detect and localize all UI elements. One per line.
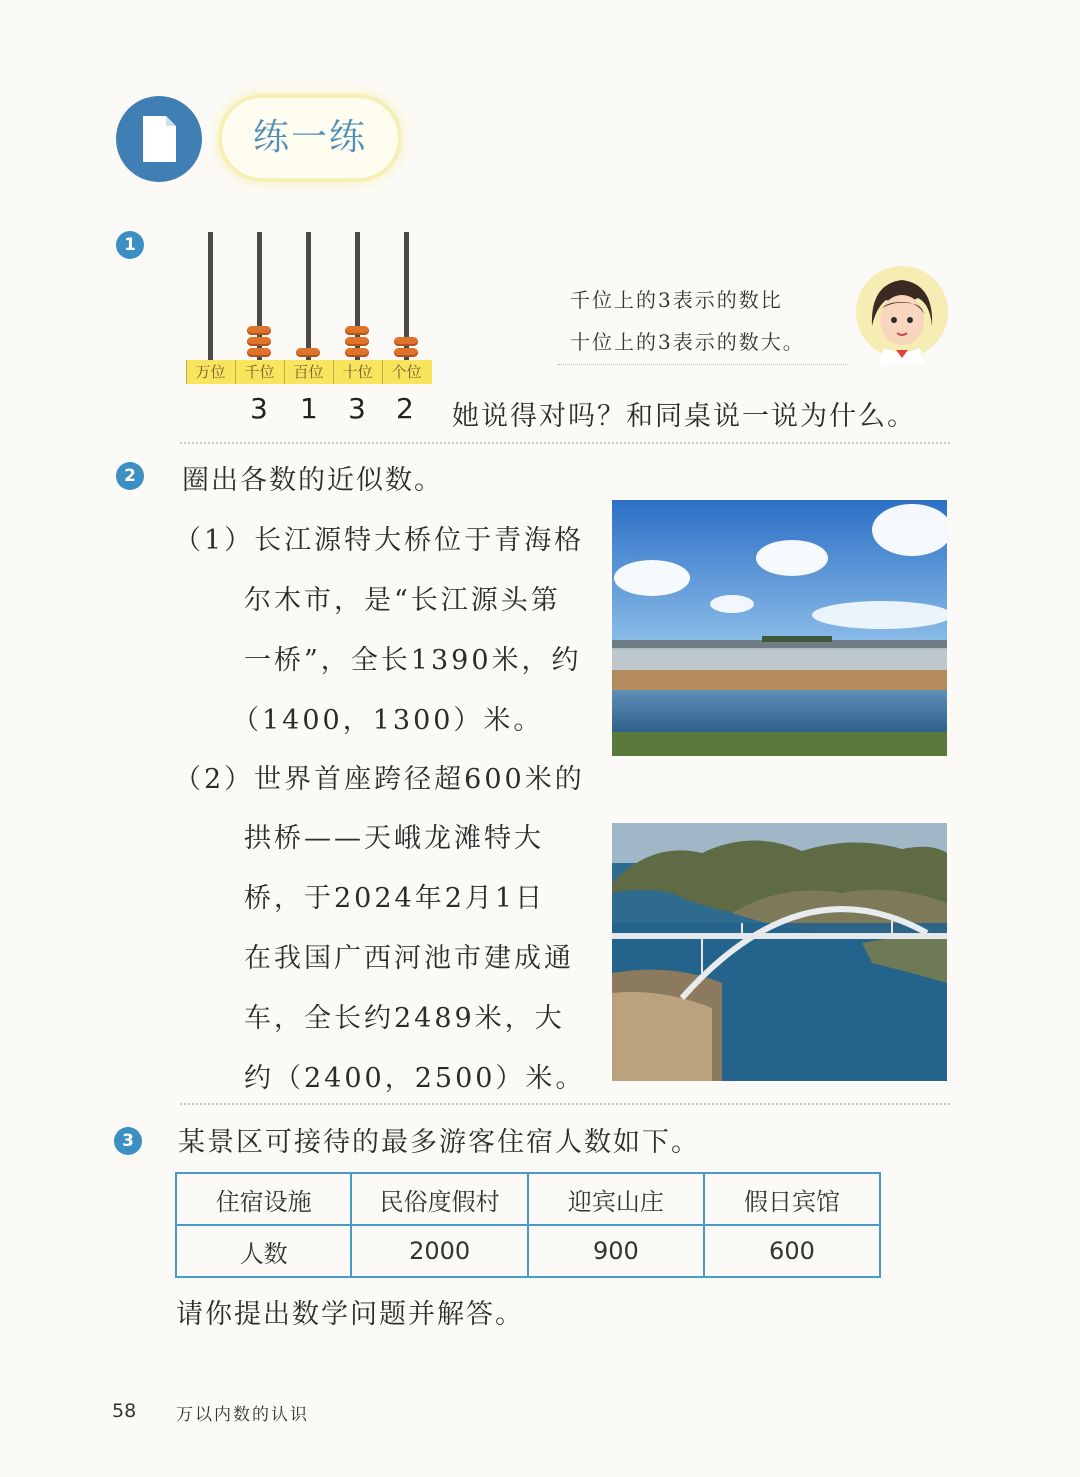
abacus-bead [394,348,418,357]
item-2-line: 在我国广西河池市建成通 [244,943,574,974]
table-cell: 2000 [351,1225,528,1277]
place-label-shi: 十位 [333,360,381,384]
item-1-line: 尔木市，是“长江源头第 [244,585,561,616]
abacus-bead [296,348,320,357]
girl-illustration [852,264,948,364]
table-cell: 人数 [176,1225,351,1277]
abacus-bead [247,326,271,335]
item-2-line: 拱桥——天峨龙滩特大 [244,823,544,854]
question-3-number: 3 [114,1127,142,1155]
table-header-cell: 假日宾馆 [704,1173,880,1225]
table-cell: 900 [528,1225,704,1277]
digit-ones: 2 [396,392,414,425]
abacus-bead [345,337,369,346]
question-1-text: 她说得对吗？和同桌说一说为什么。 [452,401,916,432]
page-number: 58 [112,1400,137,1422]
divider [180,442,950,444]
digit-thousands: 3 [250,392,268,425]
table-header-row [176,1173,880,1225]
speech-underline [558,364,848,365]
table-header-cell: 住宿设施 [176,1173,351,1225]
abacus-rod [208,232,213,360]
abacus-bead [247,337,271,346]
page-title: 练一练 [252,117,367,158]
question-2-number: 2 [116,462,144,490]
table-row [176,1225,880,1277]
table-cell: 600 [704,1225,880,1277]
divider [180,1103,950,1105]
item-2-line: 桥，于2024年2月1日 [244,883,546,914]
bridge-photo-longtan [612,823,947,1081]
question-2-prompt: 圈出各数的近似数。 [182,465,443,496]
digit-hundreds: 1 [300,392,318,425]
question-1-number: 1 [116,231,144,259]
item-1-line: （1400，1300）米。 [232,705,544,736]
digit-tens: 3 [348,392,366,425]
item-2-line: 车，全长约2489米，大 [244,1003,565,1034]
abacus-bead [345,326,369,335]
question-3-prompt: 某景区可接待的最多游客住宿人数如下。 [178,1127,700,1158]
table-header-cell: 迎宾山庄 [528,1173,704,1225]
chapter-title: 万以内数的认识 [176,1405,309,1425]
item-2-line: 约（2400，2500）米。 [244,1063,586,1094]
place-label-qian: 千位 [235,360,283,384]
item-1-line: 一桥”，全长1390米，约 [244,645,582,676]
place-label-wan: 万位 [186,360,234,384]
exercise-badge [116,96,202,182]
abacus-bead [247,348,271,357]
table-header-cell: 民俗度假村 [351,1173,528,1225]
document-icon [116,96,202,182]
abacus-rod [306,232,311,360]
question-3-ask: 请你提出数学问题并解答。 [176,1299,524,1330]
speech-text [548,270,848,366]
abacus-bead [345,348,369,357]
bridge-photo-yangtze [612,500,947,756]
abacus-bead [394,337,418,346]
item-2-line: （2）世界首座跨径超600米的 [174,764,585,795]
lodging-table [175,1172,881,1278]
item-1-line: （1）长江源特大桥位于青海格 [174,525,585,556]
place-label-ge: 个位 [382,360,430,384]
speech-line: 十位上的3表示的数大。 [570,330,805,354]
speech-line: 千位上的3表示的数比 [570,288,783,312]
place-label-bai: 百位 [284,360,332,384]
